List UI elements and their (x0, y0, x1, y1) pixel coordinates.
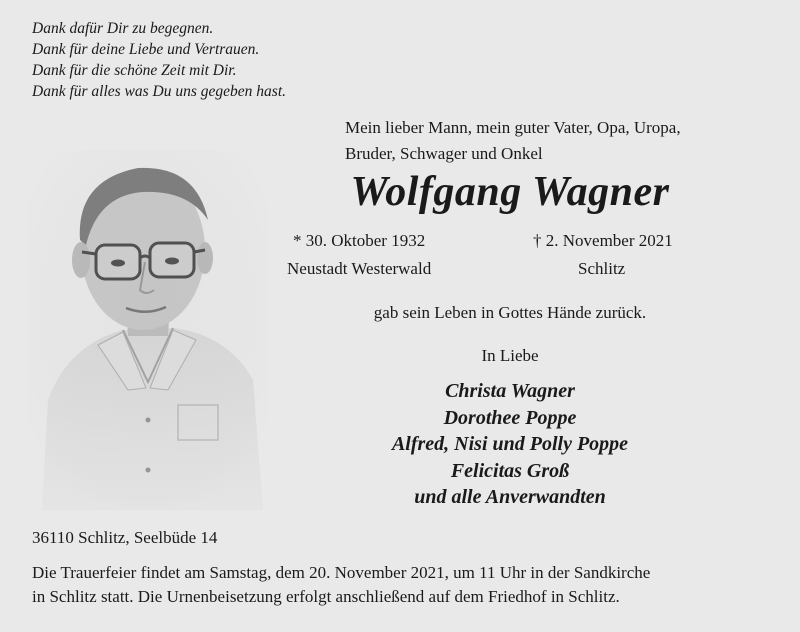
gave-life-text: gab sein Leben in Gottes Hände zurück. (373, 303, 647, 322)
intro-text (345, 115, 681, 167)
mourner-name: Christa Wagner (445, 380, 575, 402)
address: 36110 Schlitz, Seelbüde 14 (32, 528, 218, 547)
death-date: † 2. November 2021 (533, 231, 673, 250)
birth-date: * 30. Oktober 1932 (293, 231, 426, 250)
deceased-name: Wolfgang Wagner (350, 169, 670, 215)
poem-line-3: Dank für die schöne Zeit mit Dir. (32, 62, 237, 79)
death-place: Schlitz (578, 259, 626, 278)
mourners-list (300, 378, 720, 511)
intro-line-2: Bruder, Schwager und Onkel (345, 144, 543, 163)
service-line-2: in Schlitz statt. Die Urnenbeisetzung erfolgt anschließend auf dem Friedhof in Schlitz. (32, 587, 620, 606)
poem-line-4: Dank für alles was Du uns gegeben hast. (32, 83, 287, 100)
mourner-name: Dorothee Poppe (443, 406, 577, 429)
intro-line-1: Mein lieber Mann, mein guter Vater, Opa, Uropa, (345, 118, 681, 137)
birth-place: Neustadt Westerwald (287, 259, 432, 278)
mourner-name: Felicitas Groß (450, 459, 570, 482)
poem-line-1: Dank dafür Dir zu begegnen. (32, 20, 214, 37)
mourner-name: und alle Anverwandten (414, 486, 606, 508)
mourner-name: Alfred, Nisi und Polly Poppe (391, 433, 629, 455)
poem (32, 18, 286, 102)
portrait-photo (28, 150, 268, 510)
in-love-text: In Liebe (481, 346, 539, 365)
service-info (32, 561, 650, 609)
service-line-1: Die Trauerfeier findet am Samstag, dem 20. November 2021, um 11 Uhr in der Sandkirche (32, 563, 651, 582)
poem-line-2: Dank für deine Liebe und Vertrauen. (32, 41, 260, 58)
